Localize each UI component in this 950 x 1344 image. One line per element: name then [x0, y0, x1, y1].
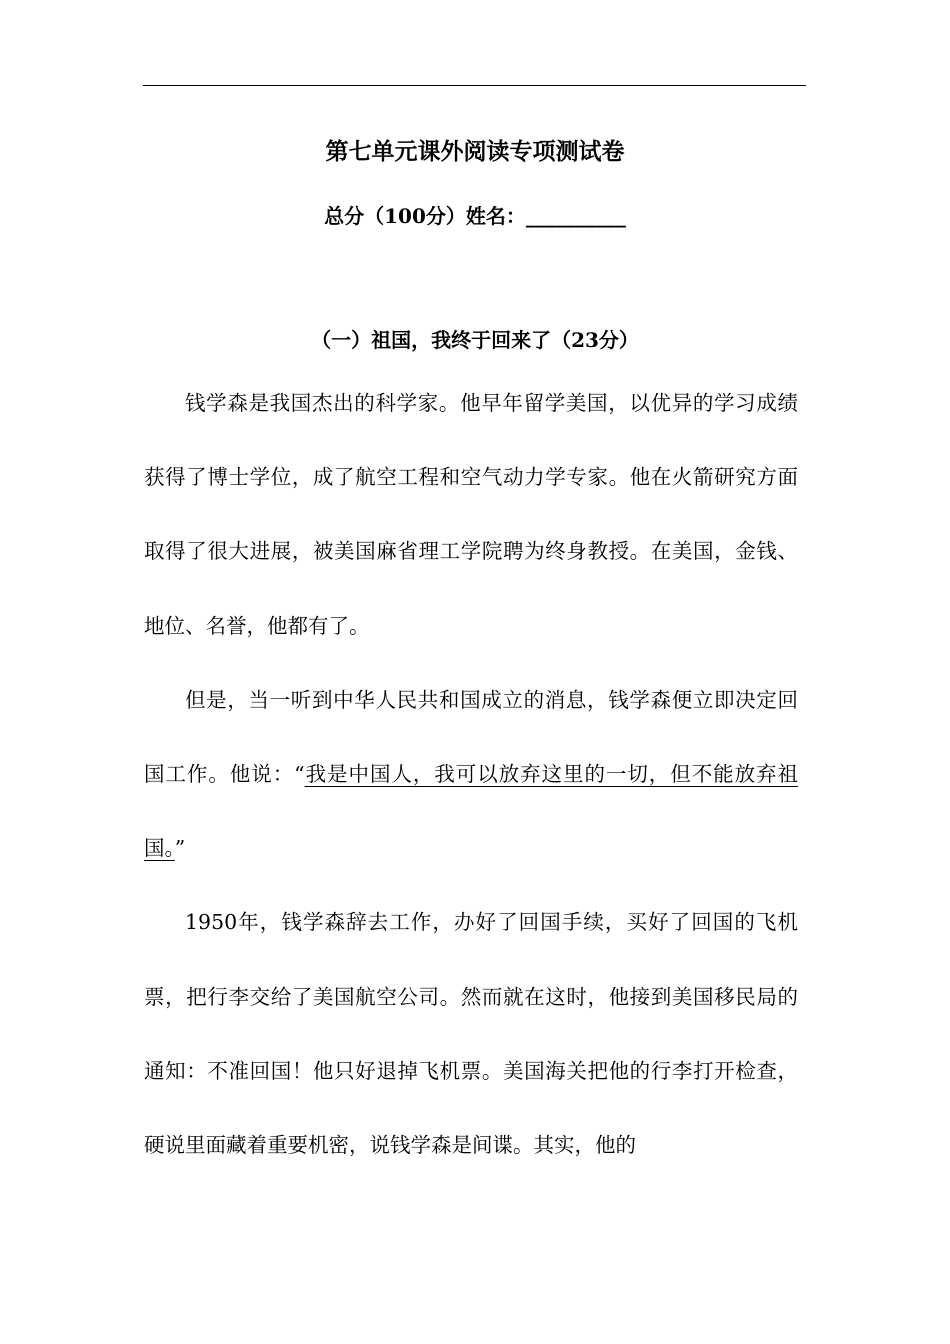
closing-quote-mark: ”: [174, 836, 186, 861]
paragraph-2-lead: 但是，当一听到中华人民共和国成立的消息，钱学森便立即决定回国工作。他说：“: [144, 687, 798, 787]
reading-passage: [144, 366, 798, 1182]
underlined-quote: 我是中国人，我可以放弃这里的一切，但不能放弃祖国。: [144, 762, 799, 861]
top-rule: [143, 85, 806, 86]
paragraph-2: [144, 663, 798, 886]
score-and-name-line: 总分（100分）姓名：__________: [324, 204, 626, 228]
paragraph-1: 钱学森是我国杰出的科学家。他早年留学美国，以优异的学习成绩获得了博士学位，成了航空工程和空气动力学专家。他在火箭研究方面取得了很大进展，被美国麻省理工学院聘为终身教授。在美国，金钱、地位、名誉，他都有了。: [144, 391, 798, 638]
paragraph-3: 1950年，钱学森辞去工作，办好了回国手续，买好了回国的飞机票，把行李交给了美国航空公司。然而就在这时，他接到美国移民局的通知：不准回国！他只好退掉飞机票。美国海关把他的行李打开检查，硬说里面藏着重要机密，说钱学森是间谍。其实，他的: [144, 910, 798, 1158]
page-title: 第七单元课外阅读专项测试卷: [325, 138, 625, 165]
section-title: （一）祖国，我终于回来了（23分）: [311, 328, 639, 352]
